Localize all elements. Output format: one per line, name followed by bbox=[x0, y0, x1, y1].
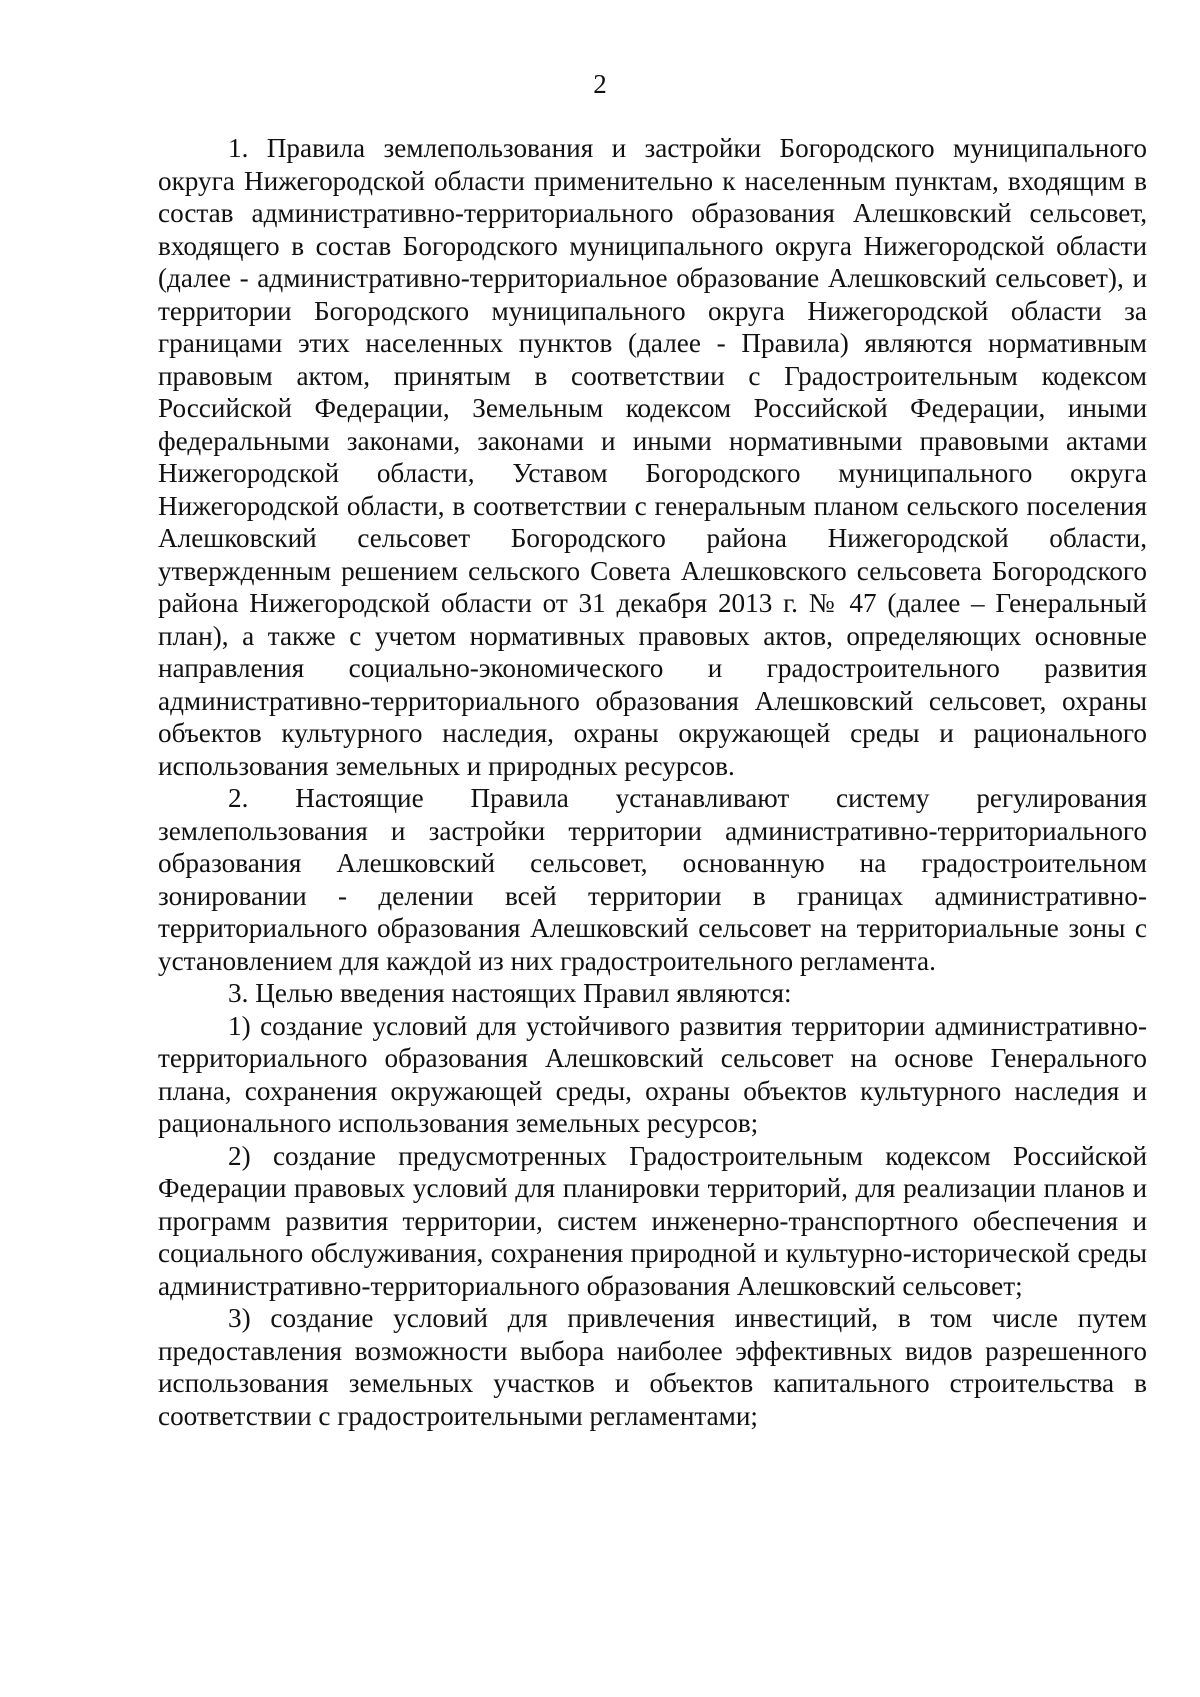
page-number: 2 bbox=[593, 69, 607, 99]
paragraph-zoning-system: 2. Настоящие Правила устанавливают систему регулирования землепользования и застройки территории административно-территориального образования Алешковский сельсовет, основанную на градостроительном зонировании - делении всей территории в границах административно-территориального образования Алешковский сельсовет на территориальные зоны с установлением для каждой из них градостроительного регламента. bbox=[158, 783, 1147, 976]
paragraph-goal-2: 2) создание предусмотренных Градостроительным кодексом Российской Федерации правовых условий для планировки территорий, для реализации планов и программ развития территории, систем инженерно-транспортного обеспечения и социального обслуживания, сохранения природной и культурно-исторической среды административно-территориального образования Алешковский сельсовет; bbox=[158, 1140, 1147, 1301]
document-body bbox=[158, 132, 1147, 1432]
paragraph-goal-3: 3) создание условий для привлечения инвестиций, в том числе путем предоставления возможности выбора наиболее эффективных видов разрешенного использования земельных участков и объектов капитального строительства в соответствии с градостроительными регламентами; bbox=[158, 1303, 1147, 1431]
paragraph-rules-definition: 1. Правила землепользования и застройки Богородского муниципального округа Нижегородской области применительно к населенным пунктам, входящим в состав административно-территориального образования Алешковский сельсовет, входящего в состав Богородского муниципального округа Нижегородской области (далее - административно-территориальное образование Алешковский сельсовет), и территории Богородского муниципального округа Нижегородской области за границами этих населенных пунктов (далее - Правила) являются нормативным правовым актом, принятым в соответствии с Градостроительным кодексом Российской Федерации, Земельным кодексом Российской Федерации, иными федеральными законами, законами и иными нормативными правовыми актами Нижегородской области, Уставом Богородского муниципального округа Нижегородской области, в соответствии с генеральным планом сельского поселения Алешковский сельсовет Богородского района Нижегородской области, утвержденным решением сельского Совета Алешковского сельсовета Богородского района Нижегородской области от 31 декабря 2013 г. № 47 (далее – Генеральный план), а также с учетом нормативных правовых актов, определяющих основные направления социально-экономического и градостроительного развития административно-территориального образования Алешковский сельсовет, охраны объектов культурного наследия, охраны окружающей среды и рационального использования земельных и природных ресурсов. bbox=[158, 133, 1147, 781]
paragraph-goal-1: 1) создание условий для устойчивого развития территории административно-территориального образования Алешковский сельсовет на основе Генерального плана, сохранения окружающей среды, охраны объектов культурного наследия и рационального использования земельных ресурсов; bbox=[158, 1010, 1147, 1138]
paragraph-goals-intro: 3. Целью введения настоящих Правил являются: bbox=[228, 978, 792, 1008]
